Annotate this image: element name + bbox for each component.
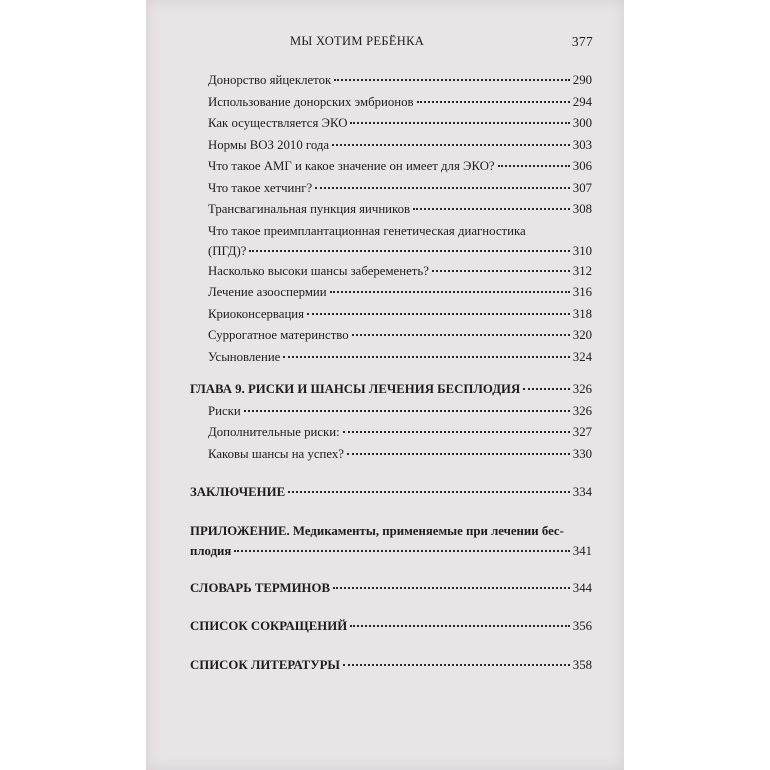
toc-entry-page: 327 [572, 425, 592, 439]
toc-chapter-entry [190, 616, 592, 638]
toc-entry-page: 312 [572, 263, 592, 278]
toc-entry-label: СЛОВАРЬ ТЕРМИНОВ [190, 580, 330, 595]
dot-leader [350, 625, 570, 627]
toc-entry-page: 326 [572, 403, 592, 418]
toc-entry-page: 300 [572, 116, 592, 130]
dot-leader [330, 291, 570, 293]
dot-leader [332, 144, 570, 146]
toc-entry-page: 341 [572, 543, 592, 558]
dot-leader [315, 187, 570, 189]
toc-entry [190, 70, 592, 92]
running-title: МЫ ХОТИМ РЕБЁНКА [290, 34, 425, 48]
dot-leader [283, 356, 569, 358]
dot-leader [350, 122, 569, 124]
toc-entry-page: 303 [572, 137, 592, 152]
toc-entry [190, 304, 592, 326]
toc-entry-page: 310 [572, 243, 592, 258]
toc-entry-label-line1: ПРИЛОЖЕНИЕ. Медикаменты, применяемые при лечении бес- [190, 523, 564, 538]
toc-entry-label: Что такое АМГ и какое значение он имеет для ЭКО? [208, 159, 495, 173]
toc-entry-page: 324 [572, 349, 592, 364]
toc-entry [190, 135, 592, 157]
toc-entry-page: 334 [572, 485, 592, 499]
toc-entry-page: 320 [572, 328, 592, 342]
dot-leader [333, 587, 570, 589]
toc-chapter-entry [190, 655, 592, 677]
toc-entry [190, 347, 592, 369]
toc-chapter-entry-multiline [190, 521, 592, 561]
toc-entry-label: Насколько высоки шансы забеременеть? [208, 263, 429, 278]
toc-entry-page: 318 [572, 306, 592, 321]
toc-entry-label: СПИСОК СОКРАЩЕНИЙ [190, 619, 348, 633]
toc-entry-multiline [190, 221, 592, 261]
toc-entry [190, 401, 592, 423]
toc-entry-label: Усыновление [208, 349, 281, 364]
dot-leader [334, 79, 570, 81]
dot-leader [288, 491, 570, 493]
toc-entry [190, 261, 592, 283]
toc-entry-page: 308 [572, 202, 592, 216]
toc-entry-page: 358 [572, 657, 592, 672]
toc-entry-label: Суррогатное материнство [208, 328, 349, 342]
toc-entry-page: 326 [572, 382, 592, 396]
dot-leader [234, 550, 569, 552]
toc-entry-label: Каковы шансы на успех? [208, 446, 344, 461]
toc-entry-label: Как осуществляется ЭКО [208, 116, 348, 130]
toc-entry-label: Использование донорских эмбрионов [208, 94, 414, 109]
toc-chapter-entry [190, 578, 592, 600]
toc-entry-page: 290 [572, 73, 592, 87]
page-number: 377 [571, 34, 593, 49]
toc-entry-label: Донорство яйцеклеток [208, 73, 332, 87]
toc-entry-label: СПИСОК ЛИТЕРАТУРЫ [190, 657, 340, 672]
dot-leader [417, 101, 570, 103]
toc-entry-page: 306 [572, 159, 592, 173]
toc-entry-label-line2: (ПГД)? [208, 243, 247, 258]
toc-entry [190, 325, 592, 347]
toc-entry-page: 307 [572, 180, 592, 195]
toc-entry-page: 316 [572, 285, 592, 299]
running-head [186, 34, 600, 54]
toc-entry [190, 156, 592, 178]
dot-leader [249, 250, 569, 252]
toc-entry [190, 178, 592, 200]
toc-entry [190, 282, 592, 304]
book-page [146, 0, 624, 770]
toc-entry-label: Криоконсервация [208, 306, 305, 321]
toc-entry-page: 356 [572, 619, 592, 633]
toc-chapter-entry [190, 379, 592, 401]
toc-entry [190, 422, 592, 444]
toc-entry [190, 113, 592, 135]
dot-leader [523, 388, 570, 390]
dot-leader [343, 431, 570, 433]
toc-entry-label-line1: Что такое преимплантационная генетическая диагностика [208, 223, 526, 238]
toc-entry-label: Нормы ВОЗ 2010 года [208, 137, 330, 152]
dot-leader [347, 453, 570, 455]
dot-leader [413, 208, 570, 210]
toc-entry-page: 330 [572, 446, 592, 461]
dot-leader [352, 334, 570, 336]
toc-entry-label: Что такое хетчинг? [208, 180, 313, 195]
toc-entry-label-line2: плодия [190, 543, 232, 558]
toc-entry-label: Трансвагинальная пункция яичников [208, 202, 411, 216]
toc-entry-page: 344 [572, 580, 592, 595]
toc-entry-page: 294 [572, 94, 592, 109]
dot-leader [307, 313, 570, 315]
dot-leader [498, 165, 570, 167]
toc-entry [190, 92, 592, 114]
toc-entry-label: Лечение азооспермии [208, 285, 327, 299]
toc-entry-label: ЗАКЛЮЧЕНИЕ [190, 485, 286, 499]
dot-leader [343, 664, 570, 666]
toc-entry-label: Дополнительные риски: [208, 425, 340, 439]
dot-leader [244, 410, 570, 412]
toc-chapter-entry [190, 482, 592, 504]
toc-entry [190, 199, 592, 221]
table-of-contents [190, 70, 592, 676]
toc-entry-label: ГЛАВА 9. РИСКИ И ШАНСЫ ЛЕЧЕНИЯ БЕСПЛОДИЯ [190, 382, 521, 396]
toc-entry [190, 444, 592, 466]
toc-entry-label: Риски [208, 403, 241, 418]
dot-leader [432, 270, 570, 272]
